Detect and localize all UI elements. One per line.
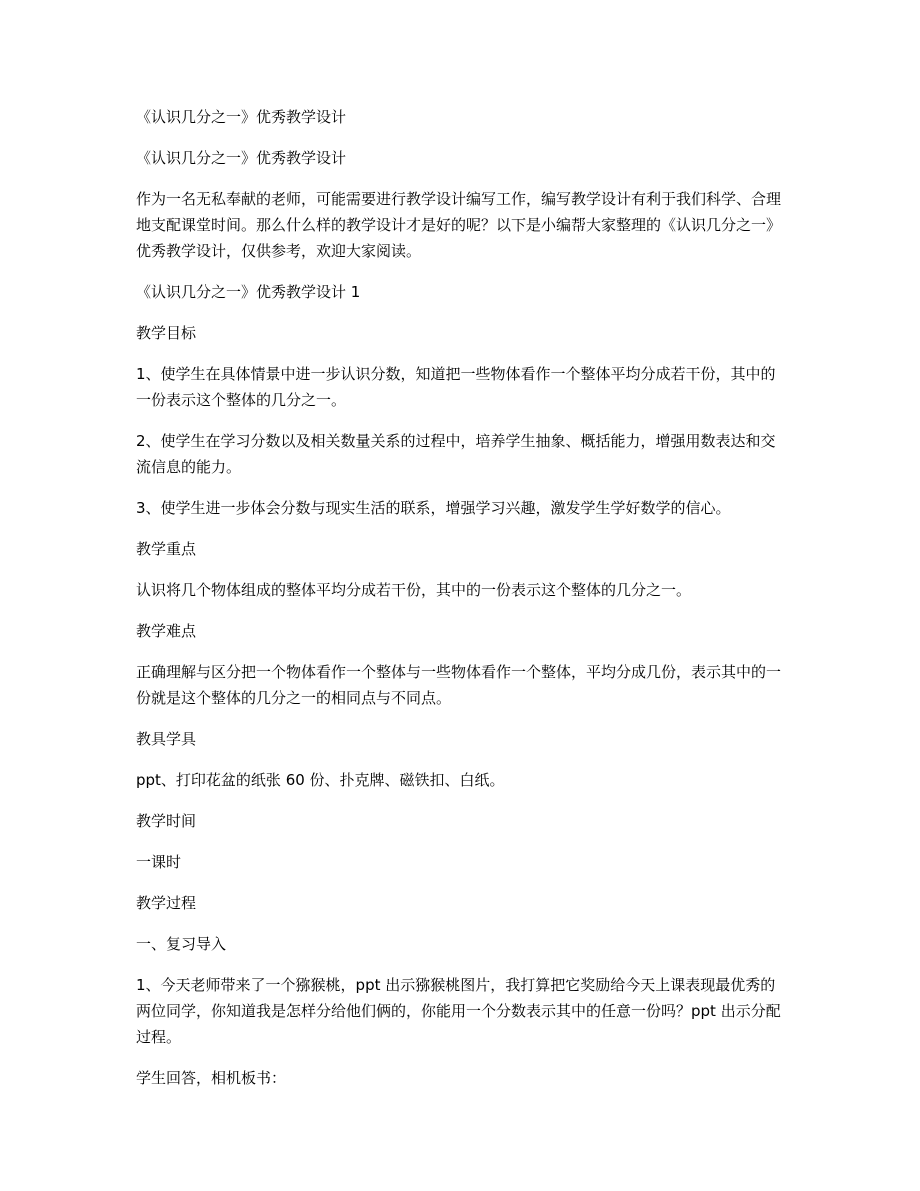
goal-item-3: 3、使学生进一步体会分数与现实生活的联系，增强学习兴趣，激发学生学好数学的信心。 <box>136 499 731 517</box>
intro-paragraph: 作为一名无私奉献的老师，可能需要进行教学设计编写工作，编写教学设计有利于我们科学、合理地支配课堂时间。那么什么样的教学设计才是好的呢？以下是小编帮大家整理的《认识几分之一》优秀教学设计，仅供参考，欢迎大家阅读。 <box>136 190 782 260</box>
teaching-time-text: 一课时 <box>136 853 182 871</box>
heading-difficulties: 教学难点 <box>136 622 197 640</box>
document-subtitle: 《认识几分之一》优秀教学设计 <box>136 149 347 167</box>
goal-item-2: 2、使学生在学习分数以及相关数量关系的过程中，培养学生抽象、概括能力，增强用数表达和交流信息的能力。 <box>136 432 776 476</box>
difficulties-text: 正确理解与区分把一个物体看作一个整体与一些物体看作一个整体，平均分成几份，表示其中的一份就是这个整体的几分之一的相同点与不同点。 <box>136 663 782 707</box>
heading-teaching-goals: 教学目标 <box>136 324 197 342</box>
materials-text: ppt、打印花盆的纸张 60 份、扑克牌、磁铁扣、白纸。 <box>136 771 505 789</box>
process-step-1-text: 1、今天老师带来了一个猕猴桃，ppt 出示猕猴桃图片，我打算把它奖励给今天上课表现最优秀的两位同学，你知道我是怎样分给他们俩的，你能用一个分数表示其中的任意一份吗？ppt 出示分配过程。 <box>136 976 781 1046</box>
process-step-review: 一、复习导入 <box>136 935 227 953</box>
heading-key-points: 教学重点 <box>136 540 197 558</box>
heading-teaching-process: 教学过程 <box>136 894 197 912</box>
key-points-text: 认识将几个物体组成的整体平均分成若干份，其中的一份表示这个整体的几分之一。 <box>136 581 692 599</box>
document-title: 《认识几分之一》优秀教学设计 <box>136 108 347 126</box>
student-answer-text: 学生回答，相机板书： <box>136 1069 287 1087</box>
goal-item-1: 1、使学生在具体情景中进一步认识分数，知道把一些物体看作一个整体平均分成若干份，其中的一份表示这个整体的几分之一。 <box>136 365 776 409</box>
document-body <box>136 104 786 1106</box>
section-title-design-1: 《认识几分之一》优秀教学设计 1 <box>136 283 361 301</box>
heading-teaching-time: 教学时间 <box>136 812 197 830</box>
heading-materials: 教具学具 <box>136 730 197 748</box>
